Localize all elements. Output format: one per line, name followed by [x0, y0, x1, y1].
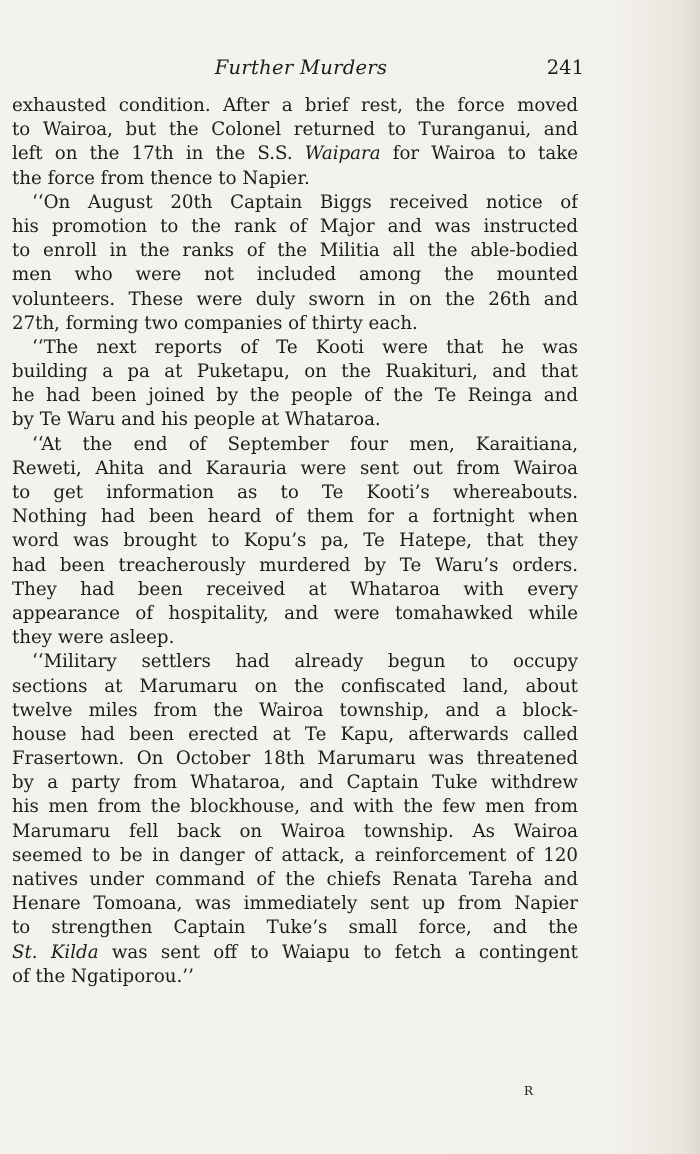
- text-line: to get information as to Te Kooti’s whereabouts.: [12, 482, 578, 503]
- body-text: [12, 94, 578, 989]
- text-line: ‘‘On August 20th Captain Biggs received notice of: [32, 191, 578, 213]
- text-run: for Wairoa to take: [380, 143, 578, 165]
- text-line: to Wairoa, but the Colonel returned to Turanganui, and: [12, 119, 578, 141]
- text-line: by a party from Whataroa, and Captain Tuke withdrew: [12, 772, 578, 794]
- running-head: [12, 56, 590, 84]
- text-line: Marumaru fell back on Wairoa township. As Wairoa: [12, 820, 578, 842]
- text-line: by Te Waru and his people at Whataroa.: [12, 409, 381, 431]
- text-line: [12, 142, 578, 166]
- text-line: word was brought to Kopu’s pa, Te Hatepe, that they: [12, 530, 578, 552]
- text-line: his men from the blockhouse, and with the few men from: [12, 796, 578, 818]
- text-line: sections at Marumaru on the confiscated land, about: [12, 675, 578, 697]
- text-line: house had been erected at Te Kapu, afterwards called: [12, 723, 578, 745]
- ship-name: Waipara: [304, 143, 381, 165]
- text-line: the force from thence to Napier.: [12, 167, 310, 189]
- text-line: Henare Tomoana, was immediately sent up from Napier: [12, 893, 578, 915]
- signature-mark: R: [524, 1084, 534, 1098]
- text-line: to enroll in the ranks of the Militia all the able-bodied: [12, 240, 578, 262]
- text-line: had been treacherously murdered by Te Waru’s orders.: [12, 554, 578, 576]
- text-line: exhausted condition. After a brief rest, the force moved: [12, 95, 578, 116]
- text-line: twelve miles from the Wairoa township, and a block-: [12, 699, 578, 721]
- text-line: of the Ngatiporou.’’: [12, 965, 194, 987]
- text-run: left on the 17th in the S.S.: [12, 143, 305, 165]
- text-run: was sent off to Waiapu to fetch a contingent: [98, 941, 578, 963]
- text-line: Nothing had been heard of them for a fortnight when: [12, 506, 578, 528]
- text-line: [12, 941, 578, 965]
- text-line: seemed to be in danger of attack, a reinforcement of 120: [12, 844, 578, 866]
- text-line: Reweti, Ahita and Karauria were sent out from Wairoa: [12, 457, 578, 479]
- text-line: they were asleep.: [12, 627, 175, 649]
- text-line: Frasertown. On October 18th Marumaru was threatened: [12, 748, 578, 770]
- text-line: ‘‘The next reports of Te Kooti were that he was: [32, 336, 578, 358]
- text-line: appearance of hospitality, and were tomahawked while: [12, 602, 578, 624]
- text-line: to strengthen Captain Tuke’s small force, and the: [12, 917, 578, 939]
- text-line: building a pa at Puketapu, on the Ruakituri, and that: [12, 361, 578, 383]
- ship-name: St. Kilda: [12, 941, 99, 963]
- text-line: natives under command of the chiefs Renata Tareha and: [12, 869, 578, 890]
- text-line: 27th, forming two companies of thirty each.: [12, 312, 418, 334]
- page-number: 241: [546, 56, 584, 79]
- text-line: he had been joined by the people of the Te Reinga and: [12, 385, 578, 407]
- text-line: They had been received at Whataroa with every: [12, 578, 578, 600]
- text-line: men who were not included among the mounted: [12, 264, 578, 286]
- text-line: ‘‘At the end of September four men, Karaitiana,: [32, 433, 578, 455]
- text-line: ‘‘Military settlers had already begun to occupy: [32, 651, 578, 673]
- text-line: volunteers. These were duly sworn in on the 26th and: [12, 288, 578, 310]
- running-title: Further Murders: [214, 56, 388, 79]
- text-line: his promotion to the rank of Major and was instructed: [12, 215, 578, 237]
